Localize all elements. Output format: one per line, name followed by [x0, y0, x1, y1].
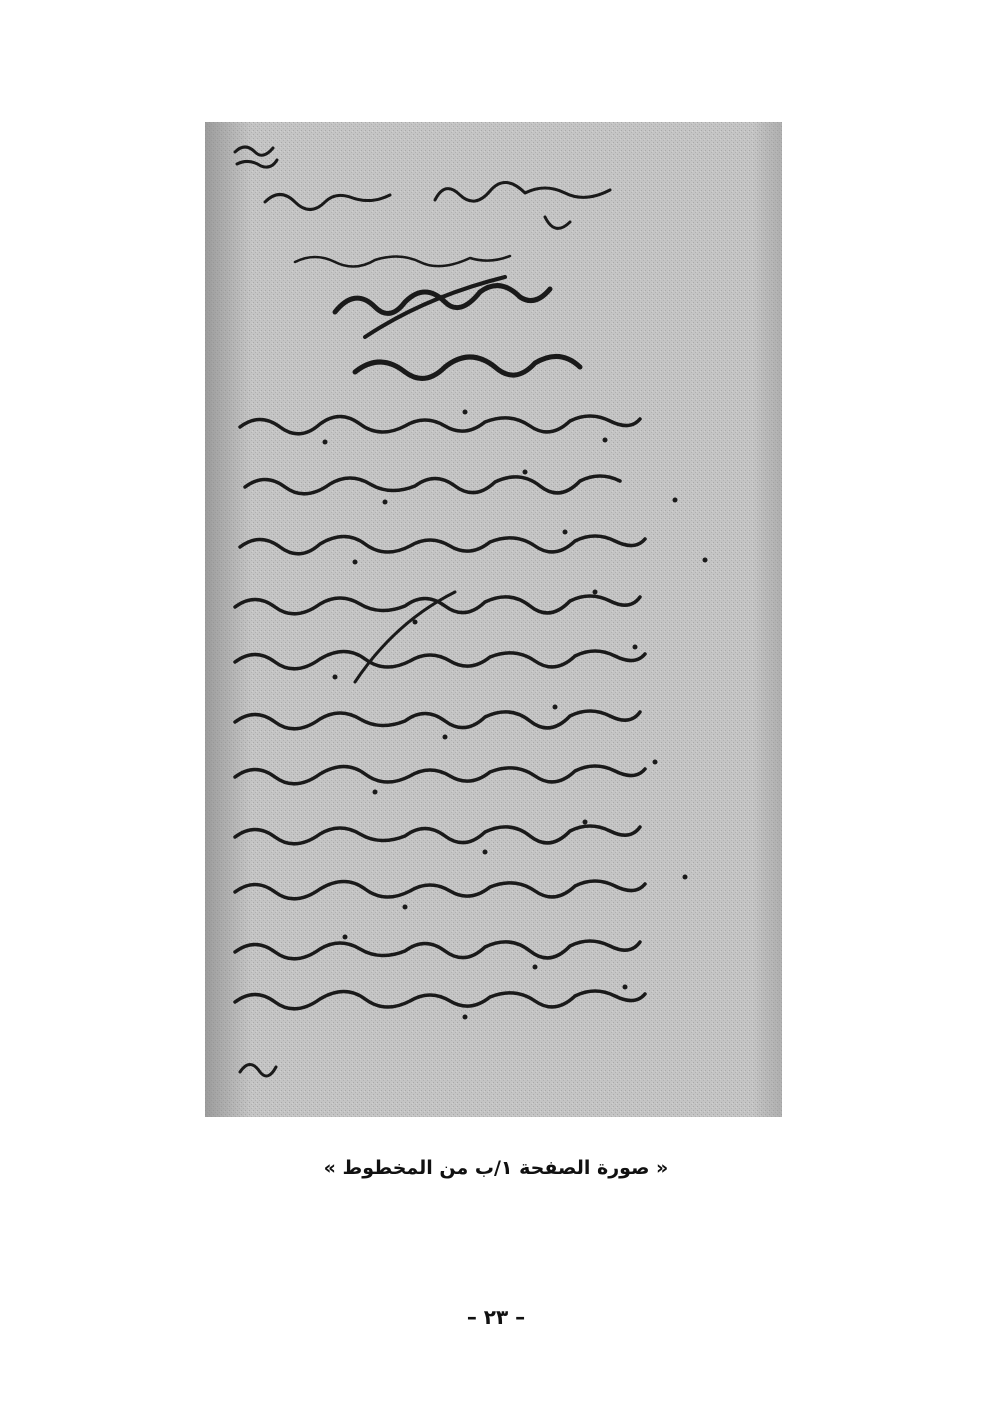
figure-caption: « صورة الصفحة ١/ب من المخطوط »: [323, 1157, 669, 1179]
page-number: – ٢٣ –: [466, 1305, 526, 1329]
manuscript-image: [205, 122, 782, 1117]
manuscript-page-icon: [205, 122, 782, 1117]
